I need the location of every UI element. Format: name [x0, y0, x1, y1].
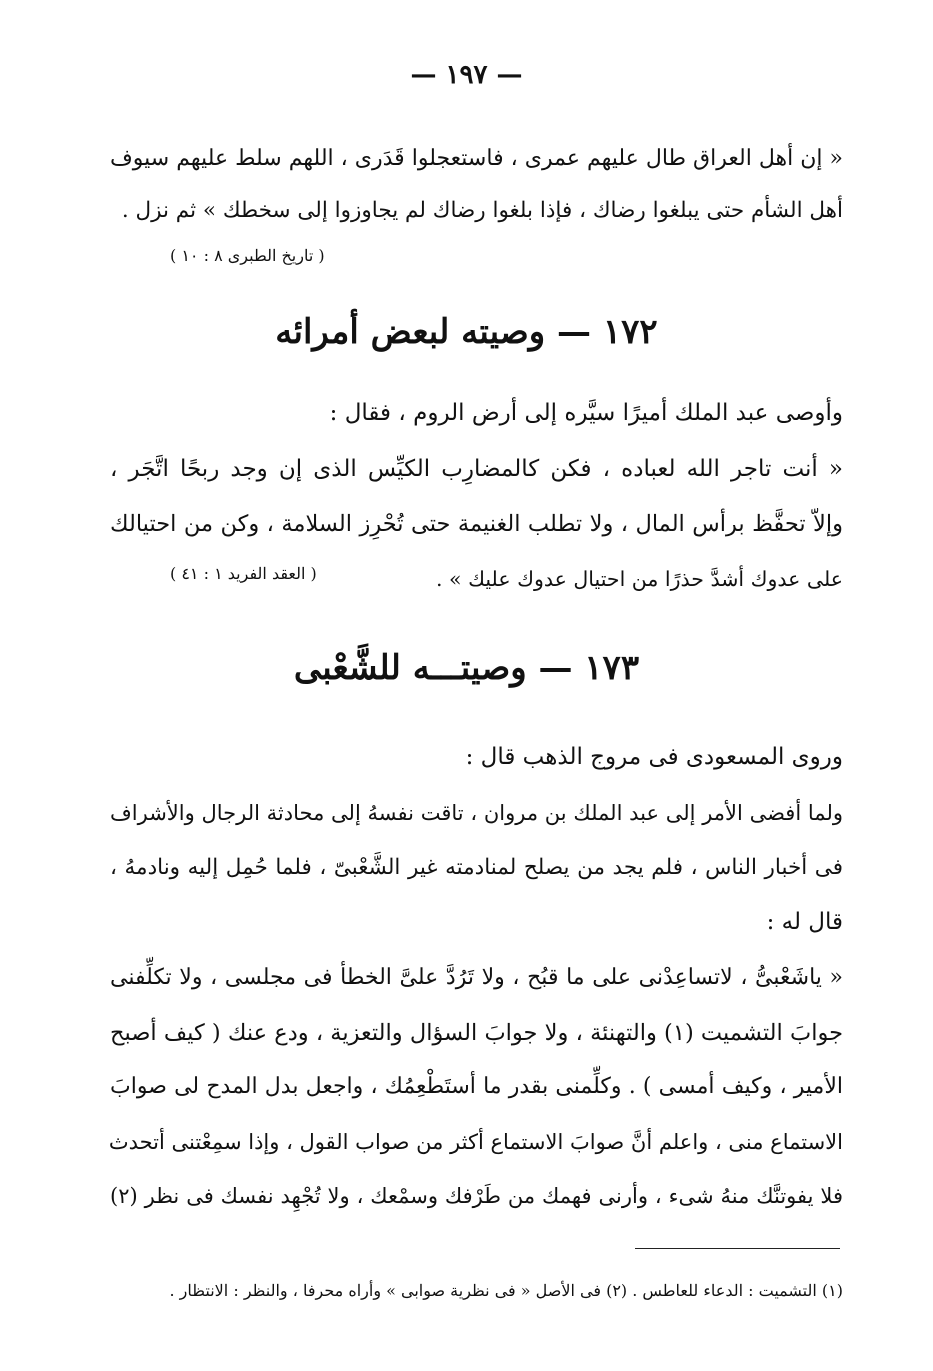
section-heading: ١٧٢ — وصيته لبعض أمرائه: [275, 312, 658, 352]
citation: ( تاريخ الطبرى ٨ : ١٠ ): [170, 246, 325, 265]
text-line: جوابَ التشميت (١) والتهنئة ، ولا جوابَ السؤال والتعزية ، ودع عنك ( كيف أصبح: [110, 1020, 843, 1046]
text-line: قال له :: [766, 909, 843, 935]
text-line: « إن أهل العراق طال عليهم عمرى ، فاستعجلوا قَدَرى ، اللهم سلط عليهم سيوف: [110, 146, 843, 171]
footnote-rule: [635, 1248, 840, 1249]
section-heading: ١٧٣ — وصيتـــه للشَّعْبى: [293, 648, 640, 688]
text-line: على عدوك أشدَّ حذرًا من احتيال عدوك عليك » .: [436, 567, 843, 591]
text-line: الأمير ، وكيف أمسى ) . وكلِّمنى بقدر ما أستَطْعِمُك ، واجعل بدل المدح لى صوابَ: [110, 1074, 843, 1099]
text-line: وروى المسعودى فى مروج الذهب قال :: [465, 744, 843, 770]
text-line: « ياشَعْبىُّ ، لاتساعِدْنى على ما قبُح ، ولا تَرُدَّ علىَّ الخطأ فى مجلسى ، ولا تكلِّفنى: [110, 965, 843, 990]
text-line: فى أخبار الناس ، فلم يجد من يصلح لمنادمته غير الشَّعْبىّ ، فلما حُمِل إليه ونادمهُ ،: [110, 855, 843, 880]
text-line: الاستماع منى ، واعلم أنَّ صوابَ الاستماع أكثر من صواب القول ، وإذا سمِعْتنى أتحدث: [108, 1130, 843, 1154]
text-line: فلا يفوتنَّك منهُ شىء ، وأرنى فهمك من طَرْفك وسمْعك ، ولا تُجْهِد نفسك فى نظر (٢): [110, 1184, 843, 1208]
text-line: وأوصى عبد الملك أميرًا سيَّره إلى أرض الروم ، فقال :: [329, 400, 843, 426]
text-line: ولما أفضى الأمر إلى عبد الملك بن مروان ، تاقت نفسهُ إلى محادثة الرجال والأشراف: [110, 801, 843, 825]
citation: ( العقد الفريد ١ : ٤١ ): [170, 564, 317, 583]
text-line: وإلاّ تحفَّظ برأس المال ، ولا تطلب الغنيمة حتى تُحْرِز السلامة ، وكن من احتيالك: [110, 511, 843, 537]
text-line: أهل الشأم حتى يبلغوا رضاك ، فإذا بلغوا رضاك لم يجاوزوا إلى سخطك » ثم نزل .: [121, 198, 843, 223]
page-number: — ١٩٧ —: [410, 60, 523, 90]
footnotes: (١) التشميت : الدعاء للعاطس . (٢) فى الأصل « فى نظرية صوابى » وأراه محرفا ، والنظر : الانتظار .: [169, 1281, 843, 1300]
text-line: « أنت تاجر الله لعباده ، فكن كالمضارِب الكيِّس الذى إن وجد ربحًا اتَّجَر ،: [110, 456, 843, 482]
